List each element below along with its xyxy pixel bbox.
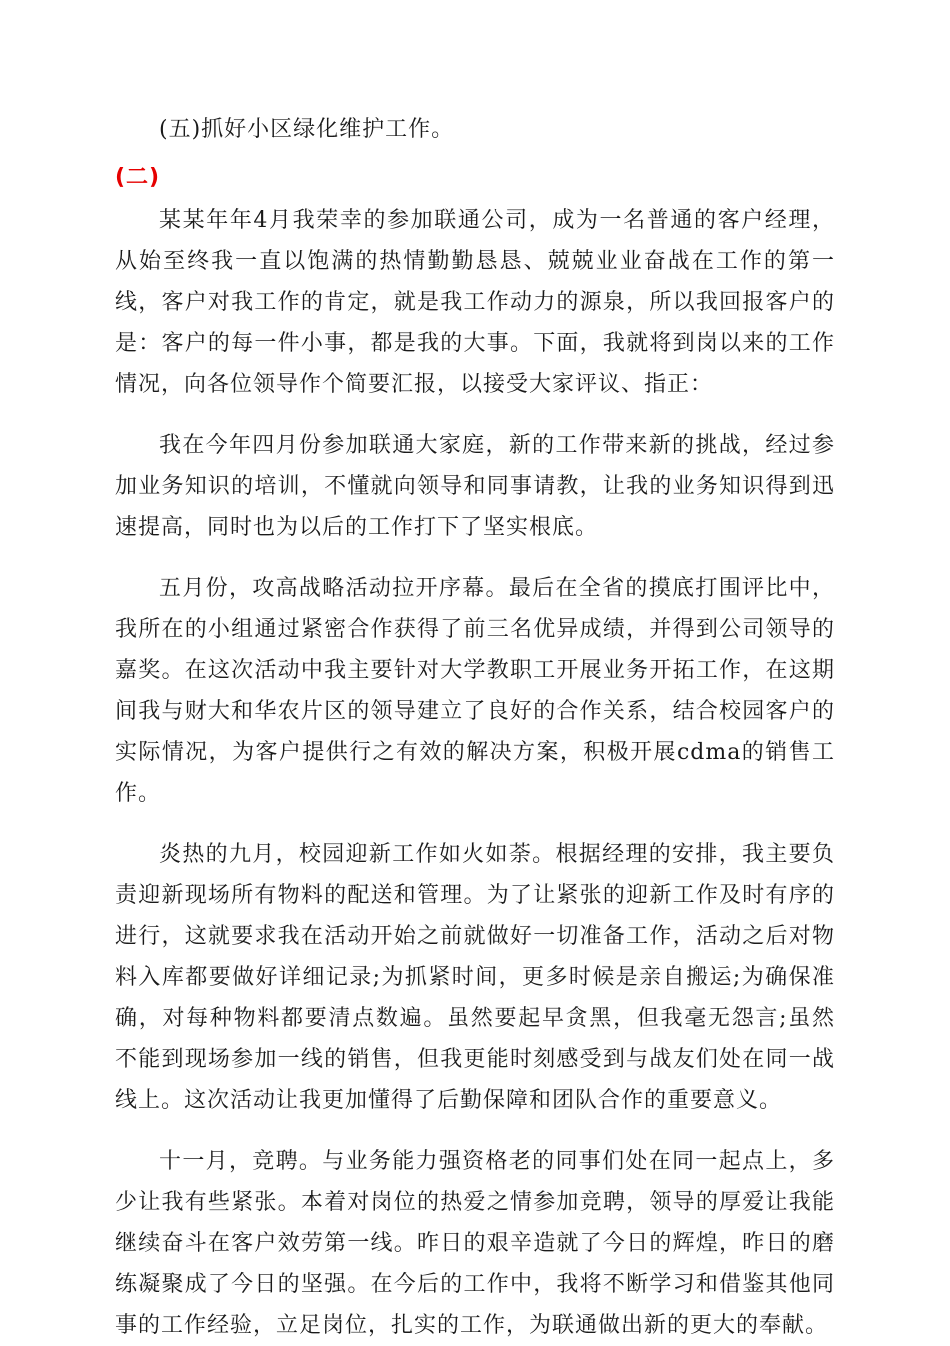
document-body: [115, 109, 835, 1346]
section-heading: (二): [115, 165, 161, 190]
paragraph: 炎热的九月，校园迎新工作如火如荼。根据经理的安排，我主要负责迎新现场所有物料的配送和管理。为了让紧张的迎新工作及时有序的进行，这就要求我在活动开始之前就做好一切准备工作，活动之后对物料入库都要做好详细记录;为抓紧时间，更多时候是亲自搬运;为确保准确，对每种物料都要清点数遍。虽然要起早贪黑，但我毫无怨言;虽然不能到现场参加一线的销售，但我更能时刻感受到与战友们处在同一战线上。这次活动让我更加懂得了后勤保障和团队合作的重要意义。: [115, 842, 835, 1113]
paragraph: 某某年年4月我荣幸的参加联通公司，成为一名普通的客户经理，从始至终我一直以饱满的热情勤勤恳恳、兢兢业业奋战在工作的第一线，客户对我工作的肯定，就是我工作动力的源泉，所以我回报客户的是：客户的每一件小事，都是我的大事。下面，我就将到岗以来的工作情况，向各位领导作个简要汇报，以接受大家评议、指正：: [115, 208, 835, 397]
paragraph: 我在今年四月份参加联通大家庭，新的工作带来新的挑战，经过参加业务知识的培训，不懂就向领导和同事请教，让我的业务知识得到迅速提高，同时也为以后的工作打下了坚实根底。: [115, 433, 835, 540]
paragraph: 十一月，竞聘。与业务能力强资格老的同事们处在同一起点上，多少让我有些紧张。本着对岗位的热爱之情参加竞聘，领导的厚爱让我能继续奋斗在客户效劳第一线。昨日的艰辛造就了今日的辉煌，昨日的磨练凝聚成了今日的坚强。在今后的工作中，我将不断学习和借鉴其他同事的工作经验，立足岗位，扎实的工作，为联通做出新的更大的奉献。: [115, 1149, 835, 1338]
intro-line: (五)抓好小区绿化维护工作。: [159, 117, 455, 142]
paragraph: 五月份，攻高战略活动拉开序幕。最后在全省的摸底打围评比中，我所在的小组通过紧密合作获得了前三名优异成绩，并得到公司领导的嘉奖。在这次活动中我主要针对大学教职工开展业务开拓工作，在这期间我与财大和华农片区的领导建立了良好的合作关系，结合校园客户的实际情况，为客户提供行之有效的解决方案，积极开展cdma的销售工作。: [115, 576, 835, 806]
